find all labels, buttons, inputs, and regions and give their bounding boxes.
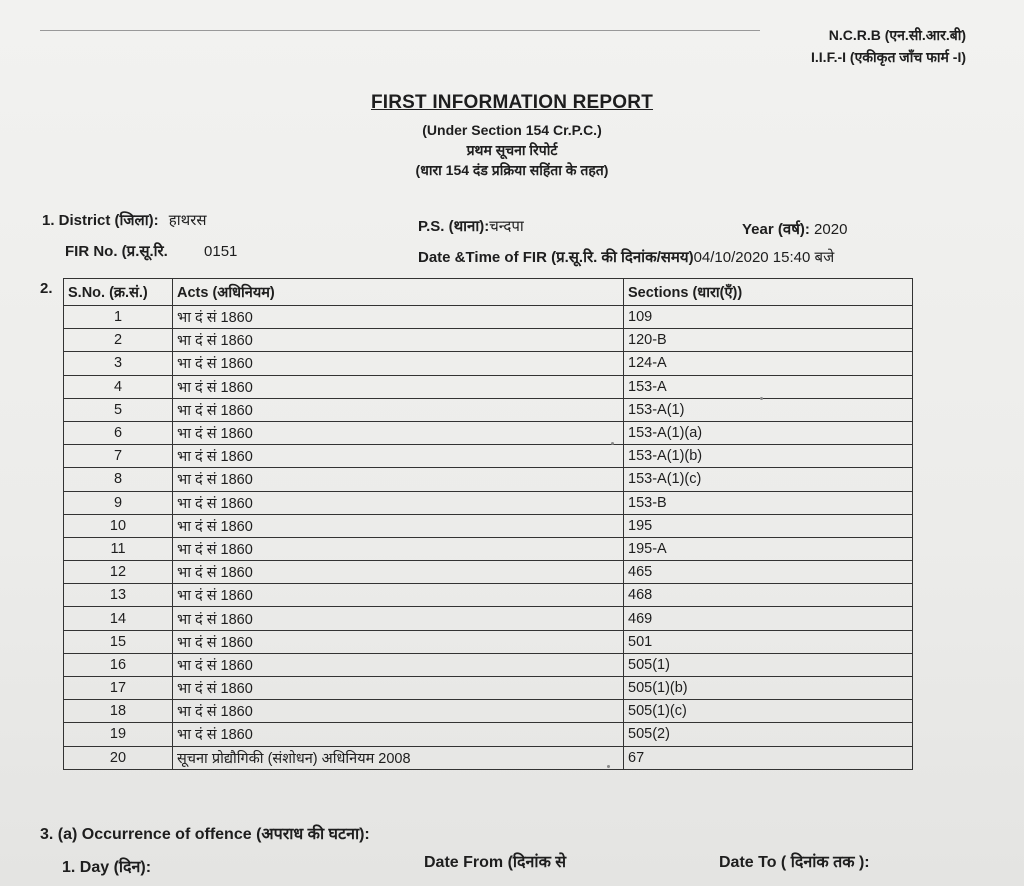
row-sno: 12	[64, 561, 173, 584]
section3-heading: 3. (a) Occurrence of offence (अपराध की घटना):	[40, 826, 370, 843]
row-sno: 1	[64, 306, 173, 329]
subtitle-english: (Under Section 154 Cr.P.C.)	[422, 122, 602, 138]
row-sno: 13	[64, 584, 173, 607]
row-section: 501	[624, 630, 913, 653]
row-act: भा दं सं 1860	[173, 607, 624, 630]
row-section: 468	[624, 584, 913, 607]
table-row	[64, 514, 913, 537]
table-row	[64, 584, 913, 607]
table-row	[64, 677, 913, 700]
fir-datetime-field	[418, 247, 834, 267]
row-act: भा दं सं 1860	[173, 653, 624, 676]
police-station-field	[418, 216, 524, 236]
row-act: भा दं सं 1860	[173, 723, 624, 746]
header-codes	[811, 24, 966, 68]
row-section: 67	[624, 746, 913, 769]
row-sno: 19	[64, 723, 173, 746]
row-section: 109	[624, 306, 913, 329]
row-sno: 9	[64, 491, 173, 514]
table-row	[64, 561, 913, 584]
row-sno: 6	[64, 421, 173, 444]
fir-value: 0151	[204, 243, 238, 260]
table-row	[64, 630, 913, 653]
row-act: भा दं सं 1860	[173, 468, 624, 491]
table-row	[64, 491, 913, 514]
table-row	[64, 723, 913, 746]
iif-label: I.I.F.-I (एकीकृत जाँच फार्म -I)	[811, 49, 966, 65]
row-section: 153-A(1)(c)	[624, 468, 913, 491]
fir-label: FIR No. (प्र.सू.रि.	[65, 243, 168, 260]
row-act: भा दं सं 1860	[173, 445, 624, 468]
row-section: 153-A(1)(a)	[624, 421, 913, 444]
row-section: 120-B	[624, 329, 913, 352]
ink-speck	[760, 397, 763, 400]
datetime-label: Date &Time of FIR (प्र.सू.रि. की दिनांक/समय)	[418, 249, 694, 266]
row-act: भा दं सं 1860	[173, 561, 624, 584]
row-section: 124-A	[624, 352, 913, 375]
row-sno: 20	[64, 746, 173, 769]
col-header-sno: S.No. (क्र.सं.)	[64, 279, 173, 306]
ink-speck	[611, 442, 614, 445]
table-header-row	[64, 279, 913, 306]
district-field	[42, 210, 206, 230]
col-header-acts: Acts (अधिनियम)	[173, 279, 624, 306]
row-section: 153-A(1)(b)	[624, 445, 913, 468]
row-sno: 7	[64, 445, 173, 468]
ps-value: चन्दपा	[489, 218, 524, 235]
day-label: 1. Day (दिन):	[62, 859, 152, 876]
row-sno: 4	[64, 375, 173, 398]
row-sno: 18	[64, 700, 173, 723]
row-section: 469	[624, 607, 913, 630]
row-act: भा दं सं 1860	[173, 306, 624, 329]
table-row	[64, 306, 913, 329]
row-section: 505(1)(b)	[624, 677, 913, 700]
table-row	[64, 607, 913, 630]
col-header-sections: Sections (धारा(एँ))	[624, 279, 913, 306]
ps-label: P.S. (थाना):	[418, 218, 490, 235]
row-act: भा दं सं 1860	[173, 398, 624, 421]
acts-table-body	[64, 306, 913, 770]
section2-number: 2.	[40, 280, 53, 297]
fir-number-field	[65, 241, 237, 261]
district-label: 1. District (जिला):	[42, 212, 159, 229]
row-act: भा दं सं 1860	[173, 514, 624, 537]
row-sno: 2	[64, 329, 173, 352]
table-row	[64, 398, 913, 421]
date-to-label: Date To ( दिनांक तक ):	[719, 854, 870, 871]
row-sno: 3	[64, 352, 173, 375]
ink-speck	[607, 765, 610, 768]
table-row	[64, 700, 913, 723]
page-title: FIRST INFORMATION REPORT	[370, 92, 654, 113]
subtitle-hindi: प्रथम सूचना रिपोर्ट	[466, 142, 558, 158]
row-act: भा दं सं 1860	[173, 677, 624, 700]
row-section: 195-A	[624, 537, 913, 560]
table-row	[64, 746, 913, 769]
title-block	[0, 92, 1024, 180]
row-sno: 11	[64, 537, 173, 560]
row-sno: 5	[64, 398, 173, 421]
datetime-value: 04/10/2020 15:40 बजे	[693, 249, 835, 266]
row-act: भा दं सं 1860	[173, 537, 624, 560]
table-row	[64, 352, 913, 375]
year-label: Year (वर्ष):	[742, 221, 810, 238]
district-value: हाथरस	[168, 212, 207, 229]
table-row	[64, 653, 913, 676]
row-section: 153-A(1)	[624, 398, 913, 421]
row-sno: 15	[64, 630, 173, 653]
row-section: 505(1)	[624, 653, 913, 676]
row-section: 153-B	[624, 491, 913, 514]
row-sno: 16	[64, 653, 173, 676]
row-section: 153-A	[624, 375, 913, 398]
row-act: सूचना प्रोद्यौगिकी (संशोधन) अधिनियम 2008	[173, 746, 624, 769]
subtitle-hindi-section: (धारा 154 दंड प्रक्रिया सहिंता के तहत)	[415, 162, 609, 178]
row-section: 465	[624, 561, 913, 584]
ncrb-label: N.C.R.B (एन.सी.आर.बी)	[828, 27, 966, 43]
row-act: भा दं सं 1860	[173, 421, 624, 444]
row-act: भा दं सं 1860	[173, 352, 624, 375]
row-sno: 10	[64, 514, 173, 537]
row-act: भा दं सं 1860	[173, 491, 624, 514]
date-from-label: Date From (दिनांक से	[424, 854, 567, 871]
table-row	[64, 537, 913, 560]
row-act: भा दं सं 1860	[173, 329, 624, 352]
table-row	[64, 468, 913, 491]
row-act: भा दं सं 1860	[173, 630, 624, 653]
row-sno: 17	[64, 677, 173, 700]
table-row	[64, 375, 913, 398]
row-section: 505(2)	[624, 723, 913, 746]
table-row	[64, 329, 913, 352]
table-row	[64, 445, 913, 468]
row-act: भा दं सं 1860	[173, 375, 624, 398]
table-row	[64, 421, 913, 444]
acts-table	[63, 278, 913, 770]
top-rule	[40, 30, 760, 31]
row-sno: 8	[64, 468, 173, 491]
row-section: 505(1)(c)	[624, 700, 913, 723]
year-value: 2020	[814, 221, 848, 238]
row-act: भा दं सं 1860	[173, 584, 624, 607]
row-sno: 14	[64, 607, 173, 630]
row-section: 195	[624, 514, 913, 537]
row-act: भा दं सं 1860	[173, 700, 624, 723]
year-field	[742, 219, 847, 239]
